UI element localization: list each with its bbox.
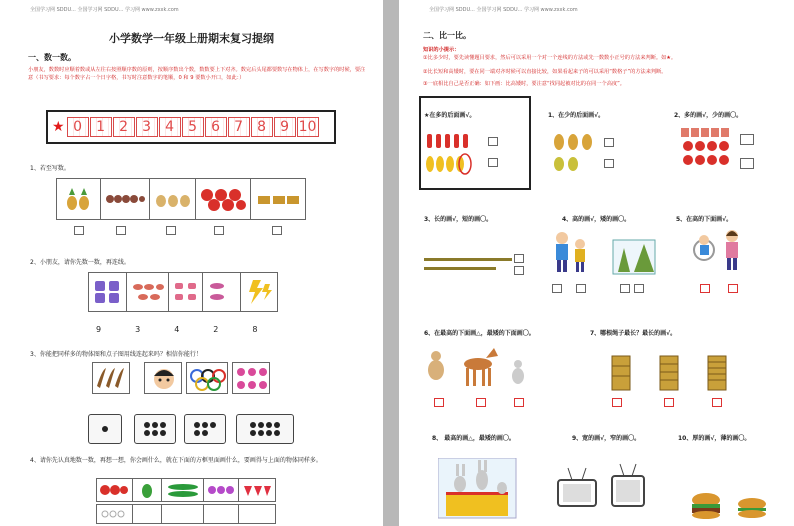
page-header: 全国学习网 SDDU... 全国学习网 SDDU... 学习网 www.zxxk.com bbox=[30, 7, 179, 13]
burgers-picture bbox=[688, 492, 774, 522]
answer-box[interactable] bbox=[740, 158, 754, 169]
cucumber-icon bbox=[162, 479, 204, 501]
strawberry-icon bbox=[239, 479, 275, 501]
digit-cell: 5 bbox=[182, 117, 204, 137]
pepper-icon bbox=[133, 479, 163, 501]
animals-picture bbox=[424, 346, 532, 390]
flowers-picture bbox=[232, 362, 270, 394]
answer-box[interactable] bbox=[514, 266, 524, 275]
page-1 bbox=[0, 0, 383, 526]
section-title-compare: 二、比一比。 bbox=[423, 31, 471, 40]
candy-icon bbox=[169, 273, 203, 311]
deer-icon bbox=[251, 179, 305, 219]
answer-box[interactable] bbox=[712, 398, 722, 407]
question-6: 6、在最高的下面画△，最矮的下面画〇。 bbox=[424, 330, 535, 337]
digit-cell: 8 bbox=[251, 117, 273, 137]
draw-cell[interactable] bbox=[133, 505, 163, 523]
answer-box[interactable] bbox=[664, 398, 674, 407]
draw-cell[interactable] bbox=[239, 505, 275, 523]
tips-title: 知识的小提示： bbox=[423, 47, 460, 53]
draw-cell[interactable] bbox=[162, 505, 204, 523]
tomatoes-icon bbox=[196, 179, 252, 219]
digit-cell: 9 bbox=[274, 117, 296, 137]
digit-cell: 3 bbox=[136, 117, 158, 137]
question-4: 4、请你先认真地数一数，再想一想，你会画什么，就在下面的方框里面画什么，要画得与上面的物体同样多。 bbox=[30, 457, 322, 464]
flower-icon bbox=[204, 479, 240, 501]
intro-text: 小朋友，数数时应顺着数或从左往右按照顺序数的原则，按顺序数出个数，数数要上下对齐。数完后头尾都要数写在物体上，在写数字的时候，要注意（书写要求：每个数字占一个日字格，书写时注意数字的笔顺，0 和 9 要数小开口，如此：） bbox=[28, 67, 366, 81]
answer-box[interactable] bbox=[214, 226, 224, 235]
answer-box[interactable] bbox=[612, 398, 622, 407]
counting-picture-strip bbox=[56, 178, 306, 220]
answer-box[interactable] bbox=[434, 398, 444, 407]
tip-3: ③一底相比自己是否正确：如下画：比高矮时，要注意“找同起被对比的在同一个高度”。 bbox=[423, 81, 625, 87]
tip-2: ②比长短和高矮时，要在同一端对齐时候可以直接比较，如果看起来子的可以采用“数格子”的方法来判断。 bbox=[423, 69, 667, 75]
dot-card-8 bbox=[236, 414, 294, 444]
answer-box[interactable] bbox=[74, 226, 84, 235]
cakes-tomatoes-picture bbox=[680, 126, 736, 172]
digit-cell: 7 bbox=[228, 117, 250, 137]
lightning-icon bbox=[241, 273, 277, 311]
answer-box[interactable] bbox=[552, 284, 562, 293]
draw-reference-strip bbox=[96, 478, 276, 502]
answer-box[interactable] bbox=[576, 284, 586, 293]
digit-writing-box bbox=[46, 110, 336, 144]
shrimp-icon bbox=[127, 273, 169, 311]
count-number: 8 bbox=[252, 325, 258, 334]
answer-box[interactable] bbox=[634, 284, 644, 293]
digit-cell: 6 bbox=[205, 117, 227, 137]
question-2: 2、小朋友，请你先数一数，再连线。 bbox=[30, 259, 130, 266]
tv-sets-picture bbox=[556, 462, 650, 512]
question-10: 10、厚的画√，薄的画〇。 bbox=[678, 435, 751, 442]
answer-box[interactable] bbox=[604, 138, 614, 147]
count-number: 4 bbox=[174, 325, 180, 334]
rope-spools-picture bbox=[606, 352, 746, 396]
ropes-picture bbox=[424, 255, 514, 275]
bananas-picture bbox=[92, 362, 130, 394]
question-1: 1、若至写数。 bbox=[30, 165, 70, 172]
answer-box[interactable] bbox=[476, 398, 486, 407]
answer-box[interactable] bbox=[514, 398, 524, 407]
tip-1: ①比多少时，要先读懂题目要求，然后可以采用一个对一个连线的方法或先一数数小正号的方法来判断。如★。 bbox=[423, 55, 677, 61]
question-7: 7、哪根绳子最长？最长的画√。 bbox=[590, 330, 677, 337]
dot-card-6 bbox=[134, 414, 176, 444]
cups-icon bbox=[89, 273, 127, 311]
answer-box[interactable] bbox=[604, 159, 614, 168]
question-2: 2、多的画√，少的画〇。 bbox=[674, 112, 743, 119]
carrots-bananas-picture bbox=[424, 132, 484, 176]
page-header: 全国学习网 SDDU... 全国学习网 SDDU... 学习网 www.zxxk.com bbox=[429, 7, 578, 13]
question-8: 8、 最高的画△，最矮的画〇。 bbox=[432, 435, 515, 442]
answer-box[interactable] bbox=[166, 226, 176, 235]
beads-icon bbox=[101, 179, 151, 219]
draw-answer-strip bbox=[96, 504, 276, 524]
pineapple-icon bbox=[57, 179, 101, 219]
answer-box[interactable] bbox=[728, 284, 738, 293]
digit-cell: 10 bbox=[297, 117, 319, 137]
question-9: 9、宽的画√，窄的画〇。 bbox=[572, 435, 641, 442]
children-picture bbox=[552, 230, 592, 276]
question-3: 3、你能把同样多的物体图和点子图用线连起来吗？相信你能行！ bbox=[30, 351, 202, 358]
digit-cell: 1 bbox=[90, 117, 112, 137]
answer-box[interactable] bbox=[116, 226, 126, 235]
answer-box[interactable] bbox=[514, 254, 524, 263]
count-number: 2 bbox=[213, 325, 219, 334]
star-icon: ★ bbox=[52, 119, 65, 135]
face-picture bbox=[144, 362, 182, 394]
count-number: 9 bbox=[96, 325, 102, 334]
rings-picture bbox=[186, 362, 228, 394]
dot-card-5 bbox=[184, 414, 226, 444]
question-1: 1、在少的后面画√。 bbox=[548, 112, 605, 119]
count-number: 3 bbox=[135, 325, 141, 334]
boy-girl-picture bbox=[690, 228, 750, 274]
pineapples-pears-picture bbox=[552, 130, 602, 174]
answer-box[interactable] bbox=[488, 158, 498, 167]
fish-icon bbox=[203, 273, 241, 311]
digit-cell: 4 bbox=[159, 117, 181, 137]
answer-box[interactable] bbox=[488, 137, 498, 146]
answer-box[interactable] bbox=[272, 226, 282, 235]
draw-cell[interactable] bbox=[97, 505, 133, 523]
dot-card-1 bbox=[88, 414, 122, 444]
trees-picture bbox=[612, 238, 658, 278]
rabbits-podium-picture bbox=[438, 458, 518, 520]
answer-box[interactable] bbox=[740, 134, 754, 145]
question-4: 4、高的画√，矮的画〇。 bbox=[562, 216, 631, 223]
question-5: 5、在高的下面画√。 bbox=[676, 216, 733, 223]
tomato-icon bbox=[97, 479, 133, 501]
digit-cell: 2 bbox=[113, 117, 135, 137]
section-title-count: 一、数一数。 bbox=[28, 53, 76, 62]
count-number-row bbox=[96, 325, 257, 334]
digit-cell: 0 bbox=[67, 117, 89, 137]
answer-box[interactable] bbox=[700, 284, 710, 293]
answer-box[interactable] bbox=[620, 284, 630, 293]
page-title: 小学数学一年级上册期末复习提纲 bbox=[109, 32, 274, 45]
question-star: ★在多的后面画√。 bbox=[424, 112, 476, 119]
question-3: 3、长的画√，短的画〇。 bbox=[424, 216, 493, 223]
page-gutter bbox=[383, 0, 399, 526]
draw-cell[interactable] bbox=[204, 505, 240, 523]
matching-picture-strip bbox=[88, 272, 278, 312]
chicks-icon bbox=[150, 179, 196, 219]
